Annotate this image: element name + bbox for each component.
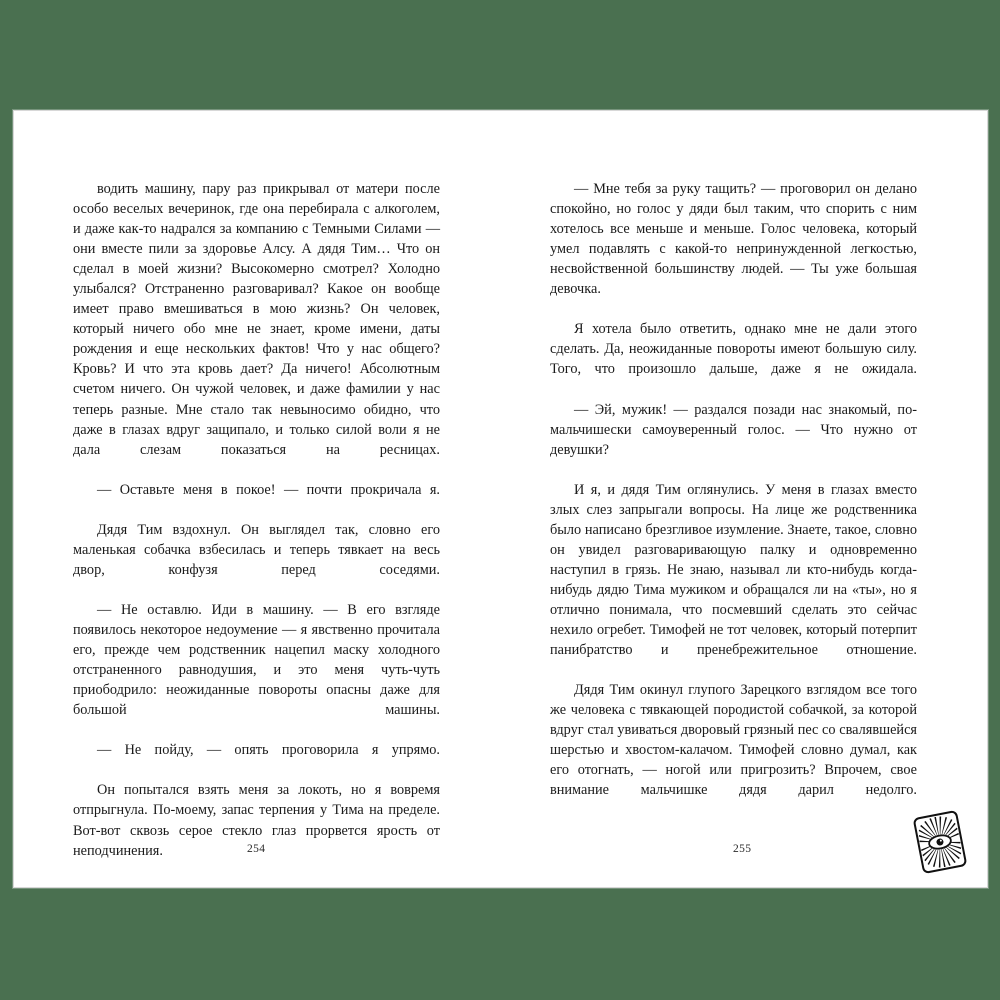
- book-page-left: [14, 111, 501, 887]
- page-right-text-column: [550, 179, 917, 821]
- tarot-card-eye-ornament-icon: [912, 809, 968, 875]
- paragraph: Он попытался взять меня за локоть, но я вовремя отпрыгнула. По-моему, запас терпения у Тима на пределе. Вот-вот сквозь серое стекло глаз прорвется ярость от неподчинения.: [73, 782, 440, 859]
- paragraph: Дядя Тим окинул глупого Зарецкого взглядом все того же человека с тявкающей породистой собачкой, за которой вдруг стал увиваться дворовый грязный пес со свалявшейся шерстью и хвостом-калачом. Тимофей словно думал, как его отогнать, — ногой или пригрозить? Впрочем, свое внимание мальчишке дядя дарил недолго.: [550, 682, 917, 799]
- paragraph: — Мне тебя за руку тащить? — проговорил он делано спокойно, но голос у дяди был таким, что спорить с ним хотелось все меньше и меньше. Голос человека, который умел подавлять с какой-то непринужденной легкостью, несвойственной большинству людей. — Ты уже большая девочка.: [550, 181, 917, 298]
- paragraph: водить машину, пару раз прикрывал от матери после особо веселых вечеринок, где она перебирала с алкоголем, и даже как-то надрался за компанию с Темными Силами — они вместе пили за здоровье Алсу. А дядя Тим… Что он сделал в моей жизни? Высокомерно смотрел? Холодно улыбался? Отстраненно разговаривал? Какое он вообще имеет право вмешиваться в мою жизнь? Он человек, который ничего обо мне не знает, кроме имени, даты рождения и еще нескольких фактов! Что у нас общего? Кровь? И что эта кровь дает? Да ничего! Абсолютным счетом ничего. Он чужой человек, и даже фамилии у нас теперь разные. Мне стало так невыносимо обидно, что даже в глазах вдруг защипало, и только силой воли я не дала слезам показаться на ресницах.: [73, 181, 440, 458]
- book-spread: [13, 110, 988, 888]
- paragraph: — Оставьте меня в покое! — почти прокричала я.: [97, 481, 440, 498]
- paragraph: — Не пойду, — опять проговорила я упрямо.: [97, 742, 440, 759]
- paragraph: — Не оставлю. Иди в машину. — В его взгляде появилось некоторое недоумение — я явственно прочитала его, прежде чем родственник нацепил маску холодного отстраненного равнодушия, и это меня чуть-чуть приободрило: неожиданные повороты опасны даже для большой машины.: [73, 601, 440, 719]
- paragraph: И я, и дядя Тим оглянулись. У меня в глазах вместо злых слез запрыгали вопросы. На лице же родственника было написано брезгливое изумление. Знаете, такое, словно он увидел разговаривающую палку и одновременно наступил в грязь. Не знаю, называл ли кто-нибудь когда-нибудь дядю Тима мужиком и обращался ли на «ты», но я отлично понимала, что посмевший сделать это сейчас нехило огребет. Тимофей не тот человек, который потерпит панибратство и пренебрежительное отношение.: [550, 481, 917, 659]
- page-number-right: 255: [733, 843, 752, 855]
- page-left-text-column: [73, 179, 440, 881]
- page-number-left: 254: [247, 843, 266, 855]
- paragraph: — Эй, мужик! — раздался позади нас знакомый, по-мальчишески самоуверенный голос. — Что нужно от девушки?: [550, 401, 917, 458]
- paragraph: Дядя Тим вздохнул. Он выглядел так, словно его маленькая собачка взбесилась и теперь тявкает на весь двор, конфузя перед соседями.: [73, 521, 440, 578]
- paragraph: Я хотела было ответить, однако мне не дали этого сделать. Да, неожиданные повороты имеют большую силу. Того, что произошло дальше, даже я не ожидала.: [550, 321, 917, 378]
- book-page-right: [501, 111, 989, 887]
